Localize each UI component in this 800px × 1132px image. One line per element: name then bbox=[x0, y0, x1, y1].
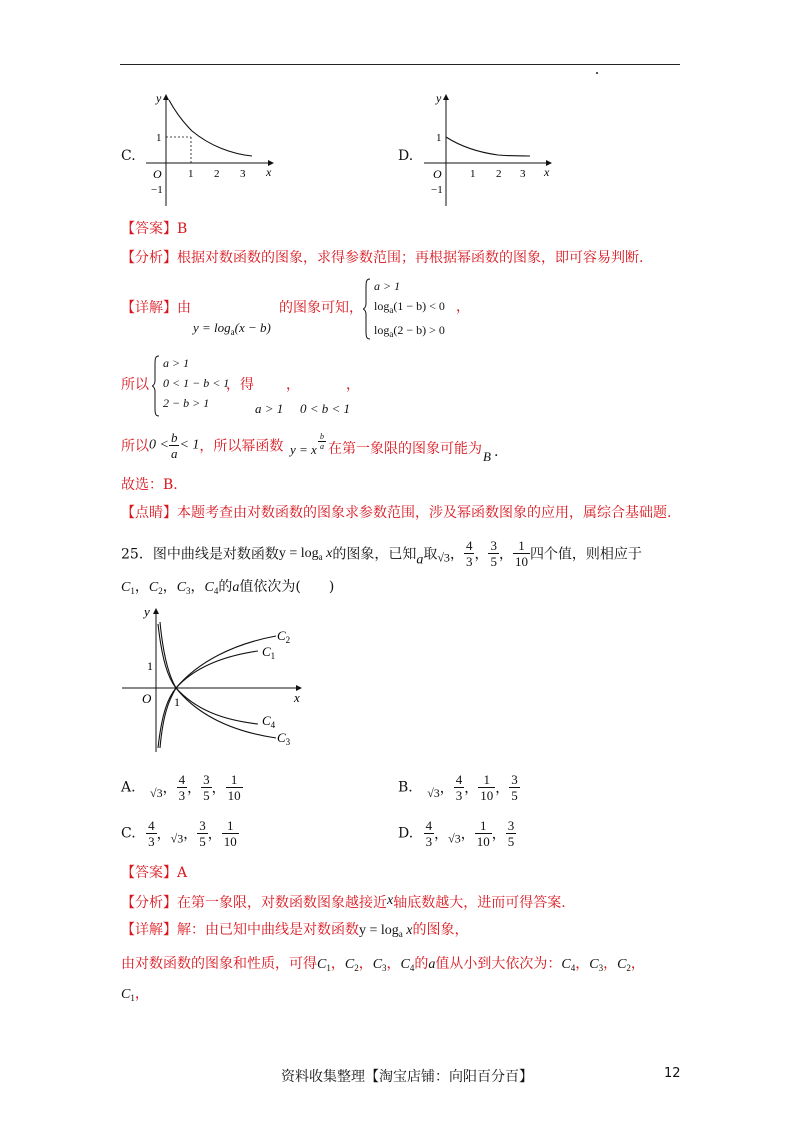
q25-analysis: 【分析】在第一象限，对数函数图象越接近x轴底数越大，进而可得答案. bbox=[121, 893, 566, 911]
comma-2: ， bbox=[346, 377, 360, 393]
footer-text: 资料收集整理【淘宝店铺：向阳百分百】 bbox=[281, 1069, 533, 1085]
label-c3 bbox=[277, 730, 291, 747]
curve-c3 bbox=[158, 624, 276, 738]
detail-tag: 【详解】 bbox=[121, 300, 177, 316]
axis-y-label: y bbox=[156, 91, 162, 105]
tick-x3: 3 bbox=[520, 168, 526, 180]
q25-answer: 【答案】A bbox=[121, 865, 188, 881]
line4-post: 在第一象限的图象可能为 bbox=[328, 441, 482, 457]
origin-label: O bbox=[433, 167, 442, 181]
origin-label: O bbox=[142, 691, 152, 706]
so-pre: 所以 bbox=[121, 377, 149, 393]
q24-comment bbox=[121, 504, 671, 522]
curve bbox=[169, 100, 252, 156]
stem-pre: 25．图中曲线是对数函数 bbox=[121, 546, 279, 563]
svg-text:C1: $C_1$ bbox=[262, 644, 276, 661]
detail-pre: 由 bbox=[177, 300, 191, 316]
func-arg: (x − b) bbox=[234, 320, 271, 335]
stem-frac-110: $\frac{1}{10}$ bbox=[514, 538, 528, 569]
q24-detail-tag bbox=[121, 299, 191, 317]
line4-exp: $\frac{b}{a}$ bbox=[320, 432, 324, 451]
q25-detail: 【详解】解：由已知中曲线是对数函数$y = \log_a x$的图象， bbox=[121, 922, 469, 939]
line4-pre: 所以 bbox=[121, 438, 149, 455]
q24-detail-mid: 的图象可知， bbox=[279, 300, 363, 316]
answer-value: B bbox=[177, 221, 188, 237]
tick-x1: 1 bbox=[470, 168, 476, 180]
line4-ans: B bbox=[483, 449, 491, 464]
q25-stem-line1: 25．图中曲线是对数函数$y = \log_a x$的图象，已知a取√3， $\frac{4}{3}$ ， $\frac{3}{5}$ ， $\frac{1}{10}$ 四个值，则相应于 bbox=[121, 538, 642, 569]
curve bbox=[446, 137, 530, 156]
label-c1 bbox=[262, 644, 275, 661]
tick-x3: 3 bbox=[240, 168, 246, 180]
line4-ineq-left: 0 < bbox=[149, 437, 169, 453]
y-axis-arrow bbox=[153, 608, 159, 614]
tick-yneg1: −1 bbox=[431, 184, 443, 196]
res-a: a > 1 bbox=[255, 401, 284, 416]
q24-line4 bbox=[121, 430, 283, 461]
option-d[interactable]: D. $\frac{4}{3}$ ，√3， $\frac{1}{10}$ ， $\frac{3}{5}$ bbox=[398, 818, 515, 849]
tick-x2: 2 bbox=[214, 168, 220, 180]
option-a[interactable]: A. √3， $\frac{4}{3}$ ， $\frac{3}{5}$ ， $\frac{1}{10}$ bbox=[121, 772, 241, 803]
label-c2 bbox=[277, 628, 290, 645]
tick-x2: 2 bbox=[496, 168, 502, 180]
stem2-c3: $C_3$ bbox=[176, 580, 191, 596]
axis-y-label: y bbox=[144, 604, 150, 619]
curve-c2 bbox=[158, 636, 276, 748]
analysis-tag: 【分析】 bbox=[121, 250, 177, 266]
comment-tag: 【点睛】 bbox=[121, 505, 177, 521]
q24-answer bbox=[121, 220, 187, 238]
comment-text: 本题考查由对数函数的图象求参数范围，涉及幂函数图象的应用，属综合基础题. bbox=[177, 505, 672, 521]
stem2-c2: $C_2$ bbox=[148, 580, 163, 596]
graph-c bbox=[140, 88, 280, 212]
sys1-line3: $\log_a(2 - b) > 0$ bbox=[374, 323, 445, 339]
origin-label: O bbox=[153, 167, 162, 181]
tick-y1: 1 bbox=[156, 132, 162, 144]
q24-detail-func bbox=[193, 320, 271, 337]
tick-yneg1: −1 bbox=[151, 184, 163, 196]
y-axis-arrow bbox=[163, 94, 169, 100]
res-b: 0 < b < 1 bbox=[300, 401, 351, 416]
q24-choose: 故选：B. bbox=[121, 477, 178, 493]
stem-frac-35: $\frac{3}{5}$ bbox=[490, 538, 497, 569]
brace-icon bbox=[362, 278, 372, 340]
tick-y1: 1 bbox=[436, 132, 442, 144]
sys2-line3: 2 − b > 1 bbox=[163, 396, 210, 410]
func-text: y = log bbox=[193, 320, 231, 335]
line4-frac: $\frac{b}{a}$ bbox=[170, 430, 178, 461]
graph-d bbox=[418, 88, 558, 212]
q25-detail-line3: $C_1$， bbox=[121, 986, 149, 1003]
brace-icon bbox=[151, 355, 161, 417]
answer-tag: 【答案】 bbox=[121, 221, 177, 237]
stem-mid: 的图象，已知 bbox=[332, 546, 417, 563]
sys1-comma: ， bbox=[456, 299, 470, 315]
option-b[interactable]: B. √3， $\frac{4}{3}$ ， $\frac{1}{10}$ ， $\frac{3}{5}$ bbox=[398, 772, 518, 803]
option-c-label: C. bbox=[121, 148, 136, 164]
svg-text:C2: $C_2$ bbox=[277, 628, 291, 645]
y-axis-arrow bbox=[443, 94, 449, 100]
line4-end: . bbox=[494, 444, 499, 460]
sys1-line2: $\log_a(1 - b) < 0$ bbox=[374, 299, 445, 315]
page-number: 12 bbox=[664, 1066, 681, 1081]
line4-mid: ，所以幂函数 bbox=[199, 438, 284, 455]
axis-x-label: x bbox=[266, 165, 272, 179]
option-d-label: D. bbox=[398, 148, 414, 164]
line4-func: y = x bbox=[290, 442, 317, 457]
q25-stem-line2: $C_1$，$C_2$，$C_3$，$C_4$的a值依次为( ) bbox=[121, 579, 335, 596]
axis-x-label: x bbox=[294, 690, 300, 705]
svg-text:C4: $C_4$ bbox=[262, 713, 276, 730]
q25-detail-line2: 由对数函数的图象和性质，可得$C_1$，$C_2$，$C_3$，$C_4$的a值从小到大依次为：$C_4$，$C_3$，$C_2$， bbox=[121, 956, 645, 973]
analysis-text: 根据对数函数的图象，求得参数范围；再根据幂函数的图象，即可容易判断. bbox=[177, 250, 644, 266]
sys2-line2: 0 < 1 − b < 1 bbox=[163, 376, 230, 390]
stem2-c1: $C_1$ bbox=[121, 580, 135, 596]
option-c[interactable]: C. $\frac{4}{3}$ ，√3， $\frac{3}{5}$ ， $\frac{1}{10}$ bbox=[121, 818, 237, 849]
q24-analysis bbox=[121, 249, 643, 267]
opt-a-sqrt3: √3 bbox=[150, 785, 163, 800]
axis-x-label: x bbox=[544, 165, 550, 179]
tick-y1: 1 bbox=[147, 659, 153, 673]
stem-func: $y = \log_a x$ bbox=[278, 545, 333, 562]
q25-graph bbox=[118, 602, 318, 754]
stem-end: 四个值，则相应于 bbox=[529, 546, 642, 563]
tick-x1: 1 bbox=[174, 695, 180, 709]
stem-sqrt: √3 bbox=[437, 550, 450, 565]
header-rule bbox=[120, 64, 680, 65]
line4-ineq-right: < 1 bbox=[179, 437, 200, 453]
svg-text:C3: $C_3$ bbox=[277, 730, 291, 747]
func-sub: a bbox=[230, 327, 235, 337]
sys1-line1: a > 1 bbox=[374, 279, 401, 293]
stem-frac-43: $\frac{4}{3}$ bbox=[465, 538, 473, 569]
stem-take: 取 bbox=[423, 546, 438, 563]
header-dot bbox=[596, 72, 598, 74]
label-c4 bbox=[262, 713, 276, 730]
sys2-line1: a > 1 bbox=[163, 356, 190, 370]
tick-x1: 1 bbox=[188, 168, 194, 180]
so-mid: ，得 bbox=[226, 377, 254, 393]
stem2-c4: $C_4$ bbox=[204, 580, 219, 596]
axis-y-label: y bbox=[436, 91, 442, 105]
stem-a: a bbox=[416, 552, 424, 568]
comma-1: ， bbox=[286, 377, 300, 393]
